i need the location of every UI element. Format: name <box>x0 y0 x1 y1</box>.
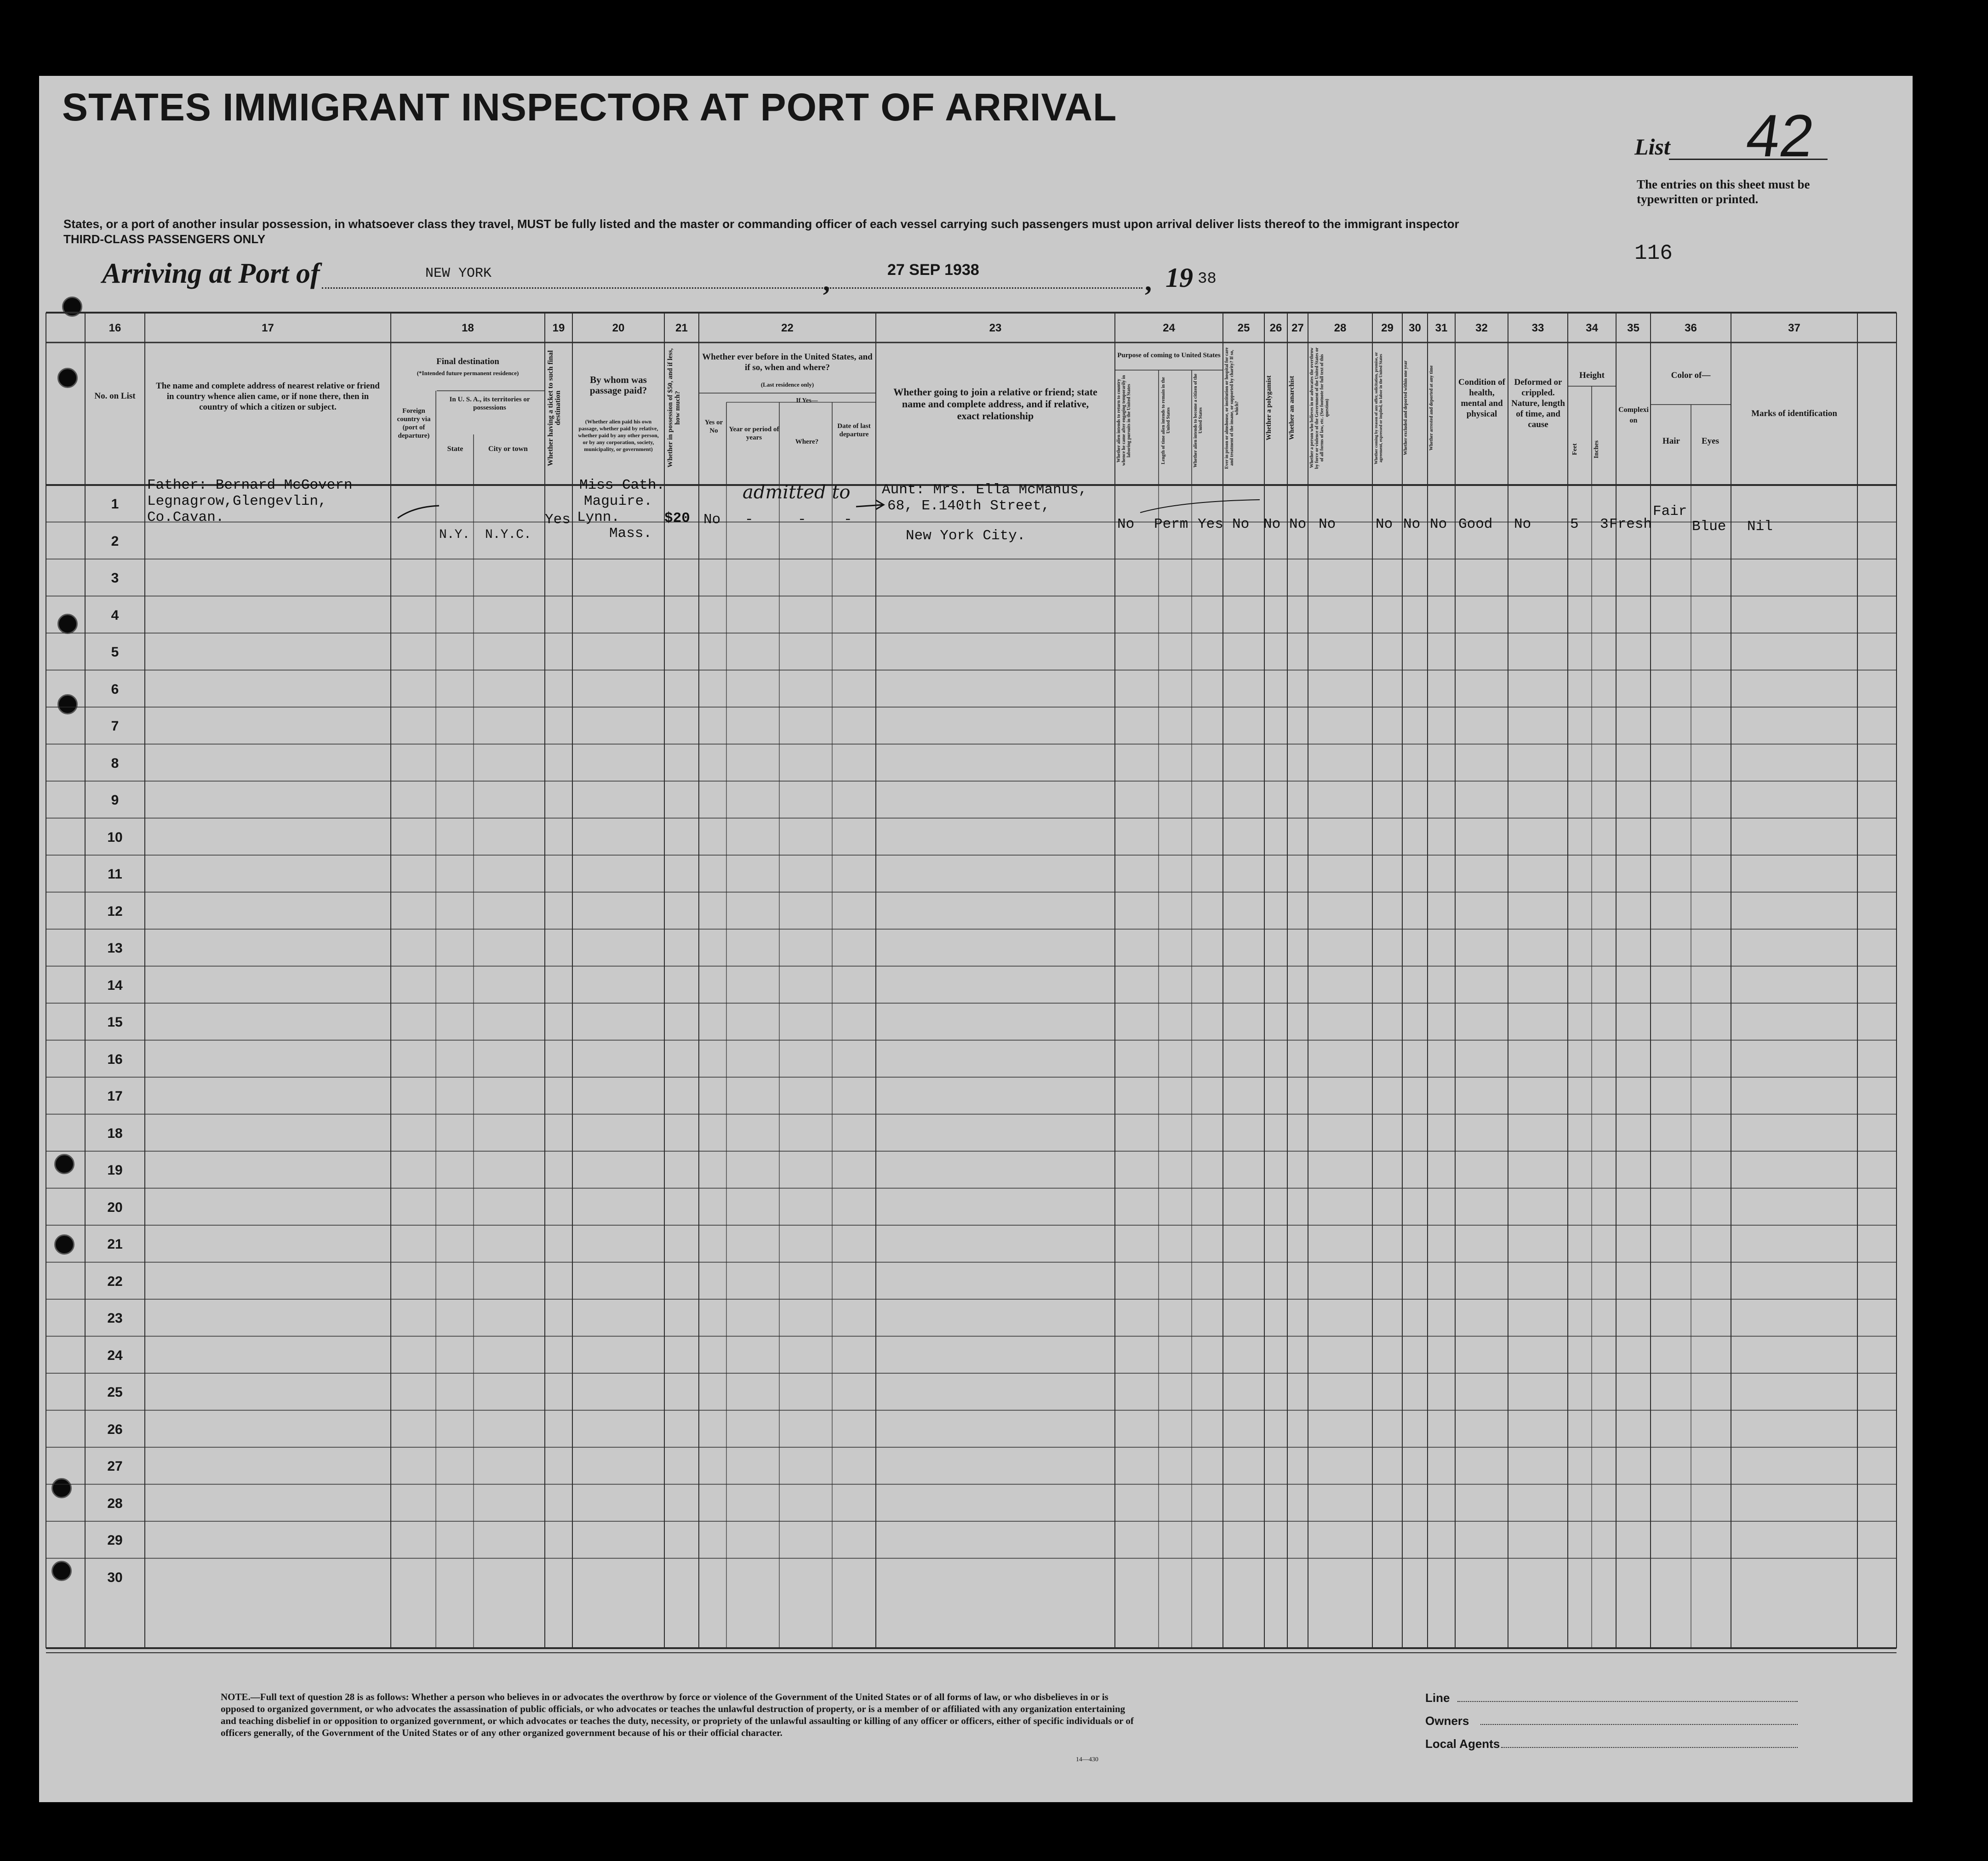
year-label: 19 <box>1165 263 1193 293</box>
port-value: NEW YORK <box>425 266 492 281</box>
colnum-29: 29 <box>1381 322 1394 334</box>
header-where: Where? <box>795 438 819 445</box>
length-stay-value: Perm <box>1154 516 1188 532</box>
paid-by-line-4: Mass. <box>609 525 652 542</box>
colnum-33: 33 <box>1531 322 1544 334</box>
row-number: 10 <box>107 829 123 845</box>
header-state: State <box>447 445 463 453</box>
colnum-20: 20 <box>612 322 625 334</box>
colnum-27: 27 <box>1291 322 1304 334</box>
colnum-34: 34 <box>1586 322 1598 334</box>
header-in-usa: In U. S. A., its territories or possessions <box>449 396 530 411</box>
paid-by-line-1: Miss Cath. <box>579 477 665 493</box>
row-number: 11 <box>108 867 122 882</box>
header-before-in-us-note: (Last residence only) <box>760 381 814 388</box>
q31-value: No <box>1430 516 1447 532</box>
header-hair: Hair <box>1662 436 1680 446</box>
colnum-30: 30 <box>1409 322 1421 334</box>
header-health: Condition of health, mental and physical <box>1458 377 1505 419</box>
return-country-value: No <box>1117 516 1135 532</box>
form-title: STATES IMMIGRANT INSPECTOR AT PORT OF ARRIVAL <box>62 86 1117 129</box>
header-anarchist: Whether an anarchist <box>1288 376 1296 440</box>
colnum-35: 35 <box>1627 322 1640 334</box>
dest-city: N.Y.C. <box>485 528 531 542</box>
typewritten-note: The entries on this sheet must be typewritten or printed. <box>1637 177 1810 206</box>
colnum-25: 25 <box>1237 322 1250 334</box>
row-number: 27 <box>107 1459 123 1474</box>
header-become-citizen: Whether alien intends to become a citizen of the United States <box>1193 373 1203 468</box>
marks-value: Nil <box>1747 519 1773 535</box>
header-return-country: Whether alien intends to return to country whence he came after engaging temporarily in laboring pursuits in the United States <box>1116 375 1131 466</box>
header-relative: The name and complete address of nearest relative or friend in country whence alien came, or if none there, then in country of which a citizen or subject. <box>156 381 380 412</box>
colnum-22: 22 <box>781 322 794 334</box>
inches-value: 3 <box>1600 516 1609 532</box>
paid-by-line-2: Maguire. <box>584 493 652 509</box>
header-length-stay: Length of time alien intends to remain in the United States <box>1161 377 1171 464</box>
header-yes-no: Yes or No <box>704 419 723 434</box>
row-number: 28 <box>107 1496 123 1511</box>
join-line-1: Aunt: Mrs. Ella McManus, <box>882 482 1087 498</box>
relative-line-2: Legnagrow,Glengevlin, <box>147 493 327 509</box>
line-label: Line <box>1425 1691 1450 1705</box>
header-join-relative: Whether going to join a relative or friend; state name and complete address, and if relative, exact relationship <box>893 386 1097 422</box>
header-passage-paid: By whom was passage paid? <box>589 374 647 396</box>
row-number: 25 <box>107 1385 123 1400</box>
header-before-in-us: Whether ever before in the United States, and if so, when and where? <box>702 352 873 372</box>
header-city: City or town <box>488 445 528 453</box>
q29-value: No <box>1376 516 1393 532</box>
year-dash: - <box>745 512 754 528</box>
comma: , <box>823 266 830 297</box>
join-line-2: 68, E.140th Street, <box>887 498 1050 514</box>
feet-value: 5 <box>1570 516 1579 532</box>
row-number: 21 <box>107 1237 123 1252</box>
row-number: 12 <box>107 903 123 919</box>
citizen-value: Yes <box>1198 516 1223 532</box>
header-eyes: Eyes <box>1702 436 1719 446</box>
row-number: 23 <box>107 1311 123 1326</box>
row-number: 3 <box>111 571 119 586</box>
eyes-value: Blue <box>1692 519 1726 535</box>
row-number: 30 <box>107 1570 123 1585</box>
colnum-24: 24 <box>1163 322 1175 334</box>
colnum-17: 17 <box>262 322 274 334</box>
q30-value: No <box>1403 516 1421 532</box>
row-number: 14 <box>107 977 123 993</box>
where-dash: - <box>798 512 806 528</box>
header-prison: Ever in prison or almshouse, or institution or hospital for care and treatment of the insane, or supported by charity? If so, which? <box>1224 347 1240 469</box>
header-q30: Whether excluded and deported within one year <box>1403 360 1408 456</box>
owners-label: Owners <box>1425 1714 1469 1728</box>
row-number: 22 <box>107 1273 123 1289</box>
row-number: 26 <box>107 1421 123 1437</box>
header-color: Color of— <box>1671 371 1711 380</box>
header-purpose: Purpose of coming to United States <box>1117 352 1221 359</box>
departure-dash: - <box>844 512 852 528</box>
tick-mark <box>395 502 441 520</box>
relative-line-1: Father: Bernard McGovern <box>147 477 353 493</box>
q28-value: No <box>1319 516 1336 532</box>
header-money: Whether in possession of $50, and if less, how much? <box>667 348 681 468</box>
date-stamp: 27 SEP 1938 <box>887 261 979 279</box>
row-number: 6 <box>111 681 119 697</box>
port-label: Arriving at Port of <box>102 258 320 289</box>
header-polygamist: Whether a polygamist <box>1265 375 1273 441</box>
colnum-18: 18 <box>462 322 474 334</box>
handwritten-admitted: admitted to <box>743 482 851 503</box>
row-number: 9 <box>111 793 119 808</box>
colnum-31: 31 <box>1435 322 1448 334</box>
header-inches: Inches <box>1593 440 1600 458</box>
row-number: 2 <box>111 533 119 549</box>
header-complexion: Complexion <box>1618 406 1649 424</box>
relative-line-3: Co.Cavan. <box>147 509 224 525</box>
year-value: 38 <box>1198 270 1217 288</box>
header-final-destination: Final destination <box>436 357 499 366</box>
footnote-q28: NOTE.—Full text of question 28 is as follows: Whether a person who believes in or advocates the overthrow by force or violence of the Government of the United States or of all forms of law, or who disbelieves in or is opposed to organized government, or who advocates the assassination of public officials, or who advocates or teaches the unlawful destruction of property, or is a member of or affiliated with any organization entertaining and teaching disbelief in or opposition to organized government, or which advocates or teaches the duty, necessity, or propriety of the unlawful assaulting or killing of any officer or officers, either of specific individuals or of officers generally, of the Government of the United States or of any other organized government because of his or their official character. <box>221 1691 1134 1738</box>
hair-value: Fair <box>1653 503 1687 519</box>
agents-field <box>1501 1747 1798 1748</box>
header-marks: Marks of identification <box>1751 409 1837 418</box>
ticket-value: Yes <box>545 512 571 528</box>
health-value: Good <box>1458 516 1493 532</box>
passenger-class: THIRD-CLASS PASSENGERS ONLY <box>63 232 266 246</box>
header-foreign-country: Foreign country via (port of departure) <box>397 407 431 440</box>
arrow-icon <box>855 497 887 513</box>
row-number: 18 <box>107 1125 123 1141</box>
colnum-28: 28 <box>1334 322 1347 334</box>
paid-by-line-3: Lynn. <box>577 509 620 525</box>
money-value: $20 <box>664 510 690 526</box>
colnum-16: 16 <box>109 322 121 334</box>
row-number: 15 <box>107 1015 123 1030</box>
owners-field <box>1480 1724 1798 1725</box>
colnum-21: 21 <box>675 322 688 334</box>
header-q28: Whether a person who believes in or advocates the overthrow by force or violence of the Government of the United States or of all forms of law, etc. (See footnote for full text of this question) <box>1309 347 1330 469</box>
row-number: 20 <box>107 1199 123 1215</box>
header-last-departure: Date of last departure <box>837 422 871 438</box>
row-number: 13 <box>107 941 123 956</box>
row-number: 7 <box>111 719 119 734</box>
header-deformed: Deformed or crippled. Nature, length of time, and cause <box>1511 377 1565 429</box>
polygamist-value: No <box>1263 516 1281 532</box>
row-number: 1 <box>111 497 119 512</box>
before-in-us-value: No <box>703 512 721 528</box>
header-if-yes: If Yes— <box>796 397 818 404</box>
colnum-36: 36 <box>1685 322 1697 334</box>
line-field <box>1457 1701 1798 1702</box>
join-line-3: New York City. <box>906 528 1026 544</box>
form-subtitle: States, or a port of another insular possession, in whatsoever class they travel, MUST be fully listed and the master or commanding officer of each vessel carrying such passengers must upon arrival deliver lists thereof to the immigrant inspector <box>63 217 1459 231</box>
header-year: Year or period of years <box>729 426 779 441</box>
prison-value: No <box>1232 516 1250 532</box>
header-final-destination-note: (*Intended future permanent residence) <box>417 370 519 377</box>
header-ticket: Whether having a ticket to such final destination <box>547 350 562 466</box>
comma: , <box>1145 266 1152 297</box>
colnum-32: 32 <box>1475 322 1488 334</box>
row-number: 19 <box>107 1163 123 1178</box>
tick-mark <box>1136 499 1264 517</box>
dest-state: N.Y. <box>439 528 470 542</box>
header-passage-paid-note: (Whether alien paid his own passage, whether paid by relative, whether paid by any other person, or by any corporation, society, municipality, or government) <box>578 418 659 452</box>
row-number: 4 <box>111 607 119 623</box>
colnum-26: 26 <box>1269 322 1282 334</box>
agents-label: Local Agents <box>1425 1737 1500 1751</box>
form-code: 14—430 <box>1076 1756 1098 1763</box>
header-no-on-list: No. on List <box>94 391 136 401</box>
list-number: 42 <box>1742 102 1818 169</box>
row-number: 17 <box>107 1089 123 1104</box>
colnum-19: 19 <box>552 322 565 334</box>
header-feet: Feet <box>1571 443 1578 456</box>
header-q31: Whether arrested and deported at any time <box>1429 365 1434 451</box>
colnum-23: 23 <box>989 322 1002 334</box>
page-number: 116 <box>1634 241 1673 265</box>
header-q29: Whether coming by reason of any offer, solicitation, promise, or agreement, expressed or implied, to labor in the United States <box>1374 352 1383 464</box>
row-number: 24 <box>107 1347 123 1363</box>
deformed-value: No <box>1514 516 1531 532</box>
list-label: List <box>1634 134 1670 160</box>
row-number: 5 <box>111 645 119 660</box>
row-number: 16 <box>107 1051 123 1067</box>
colnum-37: 37 <box>1788 322 1800 334</box>
row-number: 29 <box>107 1533 123 1548</box>
row-number: 8 <box>111 755 119 771</box>
complexion-value: Fresh <box>1609 516 1652 532</box>
anarchist-value: No <box>1289 516 1307 532</box>
header-height: Height <box>1579 371 1605 380</box>
